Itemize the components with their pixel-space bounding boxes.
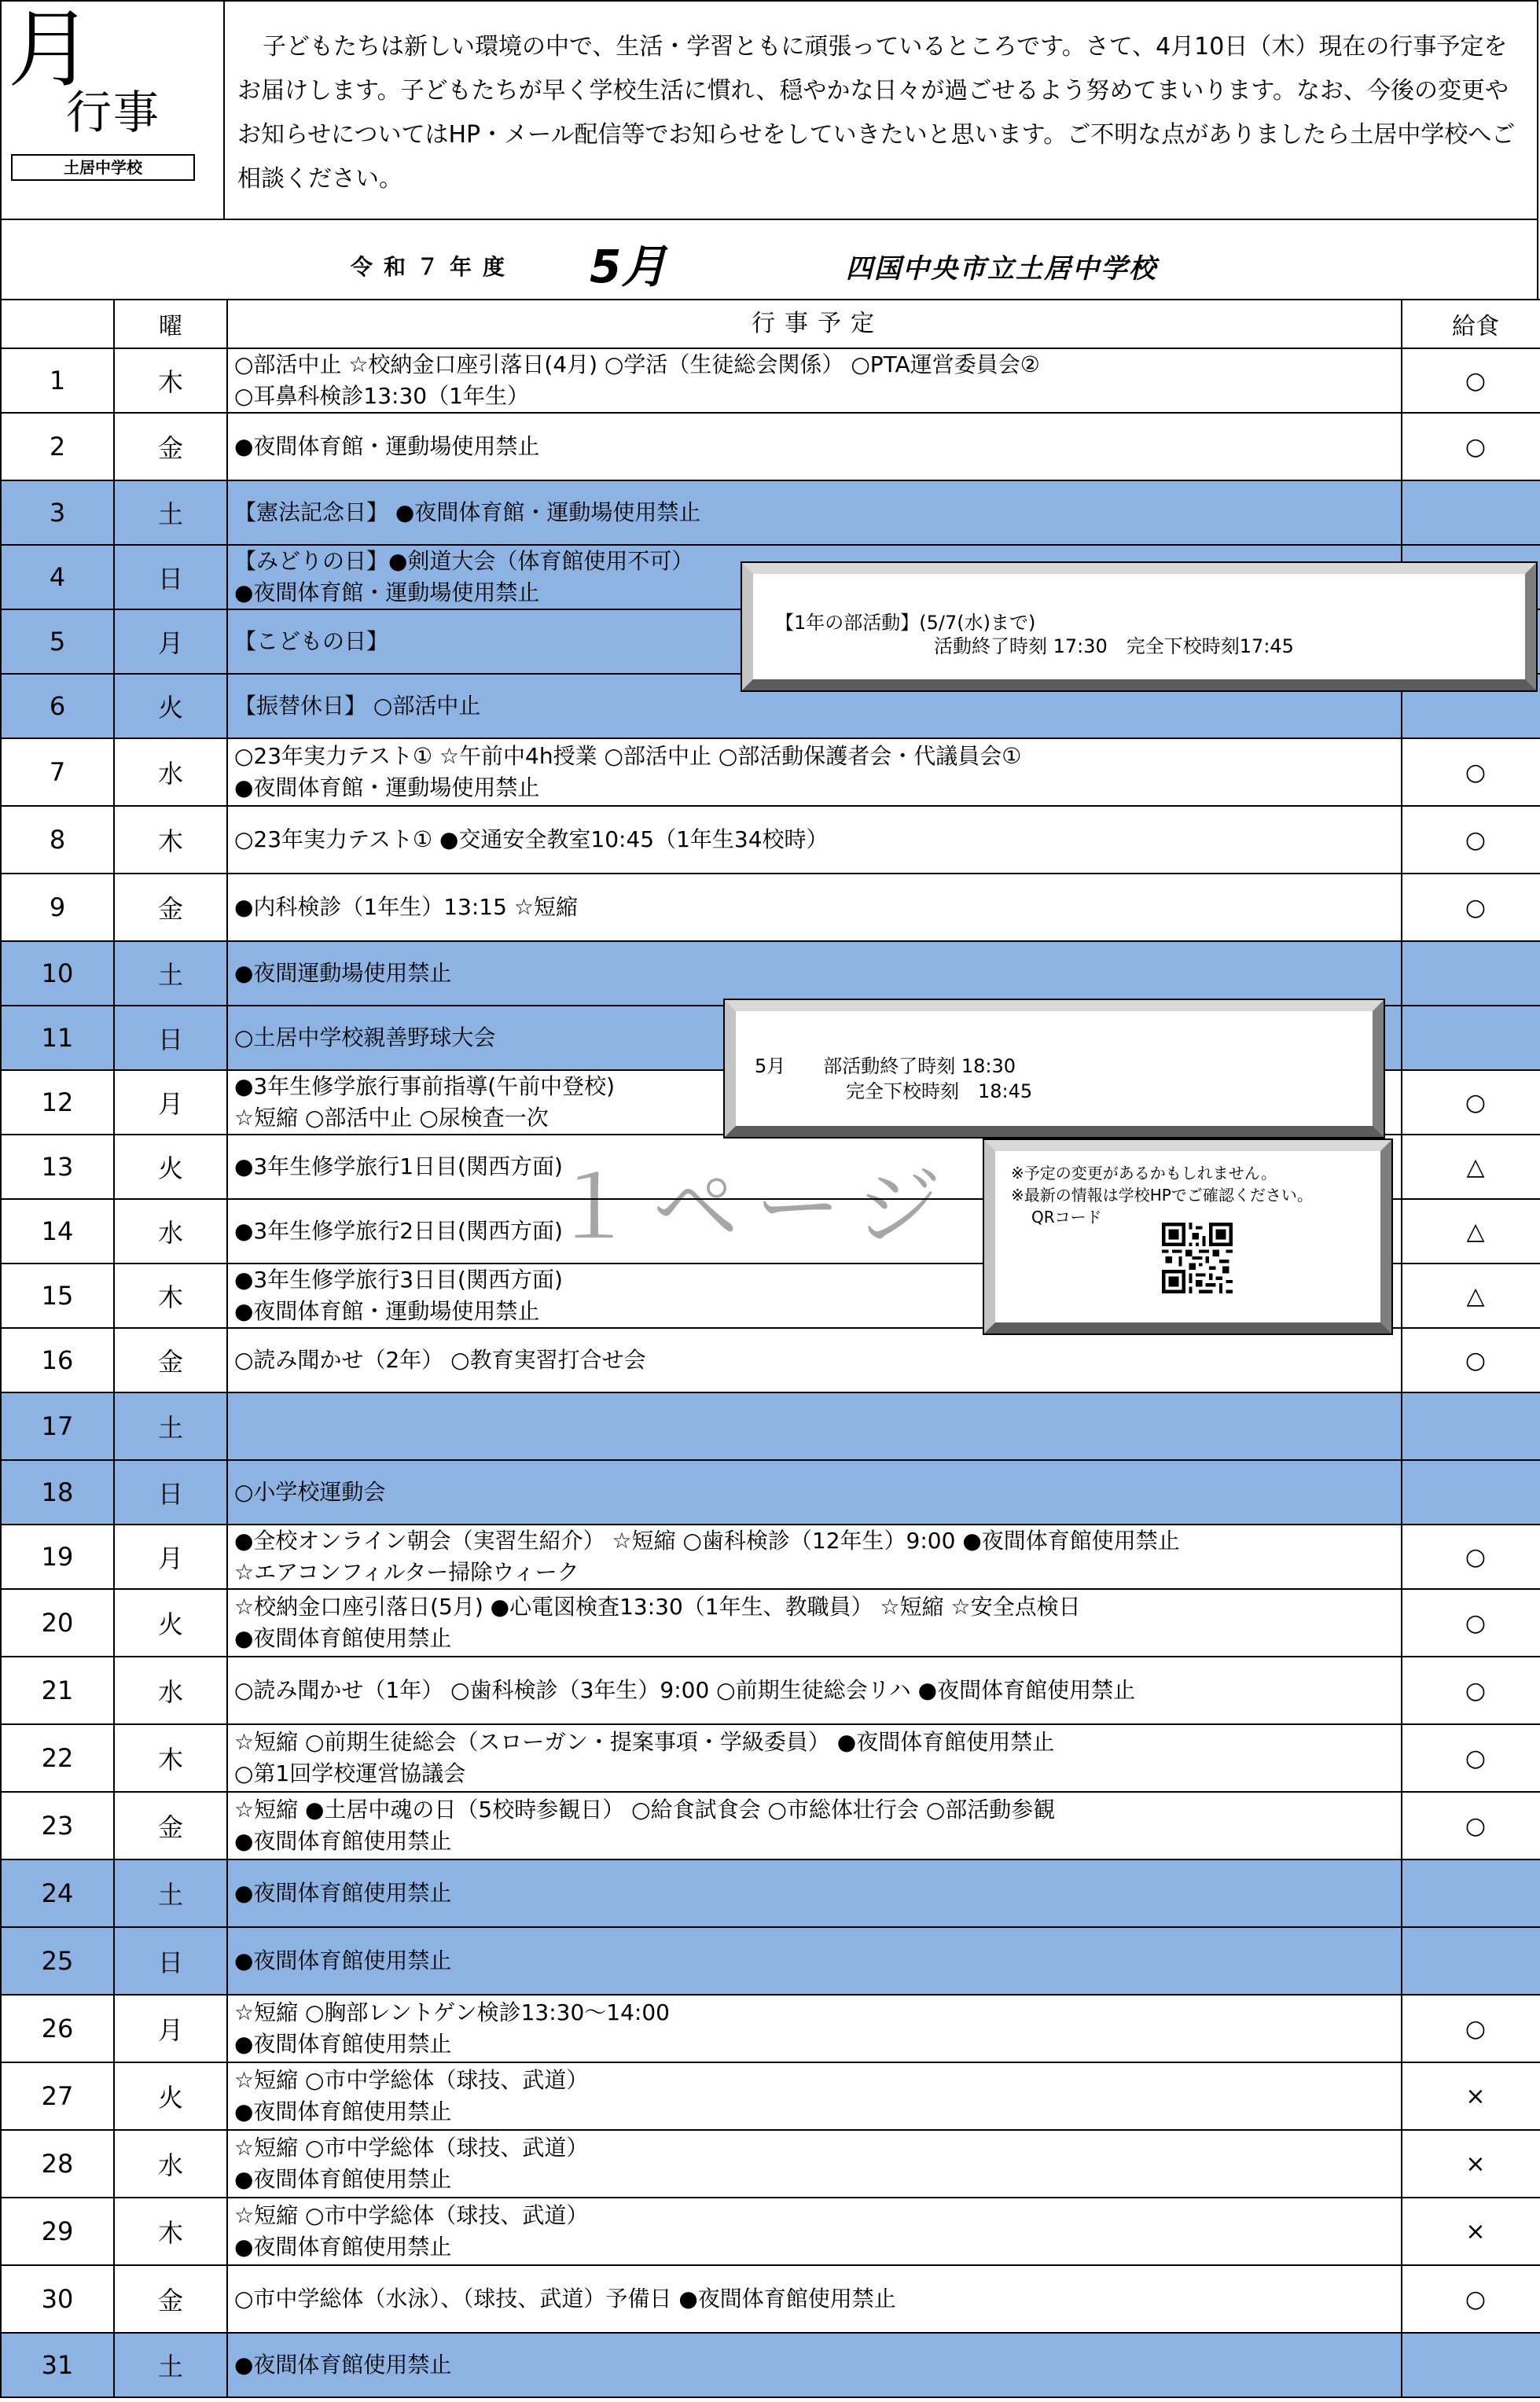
- table-row: [1, 738, 1540, 806]
- first-year-notice-line2: 活動終了時刻 17:30 完全下校時刻17:45: [934, 635, 1294, 657]
- day-cell: 19: [1, 1525, 114, 1589]
- event-line: 【こどもの日】: [234, 628, 389, 654]
- event-line: ●夜間体育館使用禁止: [234, 1880, 452, 1906]
- table-row: [1, 2062, 1540, 2130]
- qr-notice-line2: ※最新の情報は学校HPでご確認ください。: [1011, 1186, 1313, 1205]
- event-line: ☆短縮 ○市中学総体（球技、武道）: [234, 2067, 589, 2093]
- weekday-cell: 金: [114, 413, 227, 480]
- weekday-cell: 水: [114, 1657, 227, 1724]
- day-cell: 8: [1, 806, 114, 874]
- table-row: [1, 874, 1540, 941]
- school-label: 土居中学校: [11, 154, 195, 181]
- events-cell: [227, 941, 1402, 1006]
- event-line: ●夜間体育館使用禁止: [234, 2031, 452, 2057]
- meal-cell: [1402, 1927, 1540, 1995]
- day-cell: 6: [1, 674, 114, 738]
- meal-cell: ○: [1402, 1525, 1540, 1589]
- first-year-notice-line1: 【1年の部活動】(5/7(水)まで): [775, 612, 1036, 634]
- meal-cell: ○: [1402, 1724, 1540, 1792]
- event-line: ○23年実力テスト① ●交通安全教室10:45（1年生34校時）: [234, 826, 829, 852]
- event-line: ☆エアコンフィルター掃除ウィーク: [234, 1559, 579, 1585]
- day-cell: 3: [1, 480, 114, 545]
- meal-cell: ○: [1402, 1657, 1540, 1724]
- weekday-cell: 金: [114, 1328, 227, 1392]
- events-cell: [227, 1657, 1402, 1724]
- event-line: ☆短縮 ●土居中魂の日（5校時参観日） ○給食試食会 ○市総体壮行会 ○部活動参観: [234, 1797, 1056, 1823]
- events-cell: [227, 2265, 1402, 2333]
- meal-cell: ○: [1402, 1589, 1540, 1657]
- event-line: ●3年生修学旅行3日目(関西方面): [234, 1267, 563, 1293]
- header-weekday: 曜: [114, 300, 227, 348]
- table-row: [1, 1460, 1540, 1525]
- table-row: [1, 413, 1540, 480]
- table-row: [1, 348, 1540, 413]
- event-line: 【みどりの日】●剣道大会（体育館使用不可）: [234, 548, 694, 574]
- events-cell: [227, 2333, 1402, 2397]
- weekday-cell: 月: [114, 1070, 227, 1135]
- events-cell: [227, 2198, 1402, 2265]
- event-line: ●夜間体育館使用禁止: [234, 2234, 452, 2260]
- event-line: ○小学校運動会: [234, 1479, 386, 1505]
- weekday-cell: 土: [114, 941, 227, 1006]
- meal-cell: ○: [1402, 1792, 1540, 1859]
- day-cell: 2: [1, 413, 114, 480]
- day-cell: 5: [1, 609, 114, 674]
- weekday-cell: 土: [114, 480, 227, 545]
- day-cell: 9: [1, 874, 114, 941]
- meal-cell: △: [1402, 1135, 1540, 1199]
- table-row: [1, 480, 1540, 545]
- event-line: ●夜間体育館・運動場使用禁止: [234, 774, 540, 800]
- weekday-cell: 火: [114, 1589, 227, 1657]
- event-line: ☆短縮 ○部活中止 ○尿検査一次: [234, 1105, 549, 1131]
- table-row: [1, 1589, 1540, 1657]
- events-cell: [227, 480, 1402, 545]
- day-cell: 24: [1, 1859, 114, 1927]
- table-row: [1, 1927, 1540, 1995]
- weekday-cell: 日: [114, 1006, 227, 1070]
- events-cell: [227, 1392, 1402, 1460]
- intro-text: 子どもたちは新しい環境の中で、生活・学習ともに頑張っているところです。さて、4月10日（木）現在の行事予定をお届けします。子どもたちが早く学校生活に慣れ、穏やかな日々が過ごせるよう努めてまいります。なお、今後の変更やお知らせについてはHP・メール配信等でお知らせをしていきたいと思います。ご不明な点がありましたら土居中学校へご相談ください。: [237, 33, 1516, 193]
- day-cell: 15: [1, 1264, 114, 1328]
- event-line: 【振替休日】 ○部活中止: [234, 693, 481, 719]
- day-cell: 31: [1, 2333, 114, 2397]
- gyouji-title: 行事: [66, 86, 161, 139]
- qr-code-icon[interactable]: [1162, 1219, 1233, 1297]
- event-line: ☆短縮 ○市中学総体（球技、武道）: [234, 2202, 589, 2228]
- events-cell: [227, 738, 1402, 806]
- table-row: [1, 941, 1540, 1006]
- events-cell: [227, 2130, 1402, 2198]
- meal-cell: △: [1402, 1199, 1540, 1264]
- day-cell: 18: [1, 1460, 114, 1525]
- weekday-cell: 木: [114, 348, 227, 413]
- event-line: ☆校納金口座引落日(5月) ●心電図検査13:30（1年生、教職員） ☆短縮 ☆安全点検日: [234, 1594, 1081, 1620]
- event-line: ○23年実力テスト① ☆午前中4h授業 ○部活中止 ○部活動保護者会・代議員会①: [234, 743, 1022, 769]
- may-notice-line1: 5月 部活動終了時刻 18:30: [755, 1055, 1016, 1077]
- weekday-cell: 土: [114, 1859, 227, 1927]
- meal-cell: [1402, 1859, 1540, 1927]
- meal-cell: [1402, 2333, 1540, 2397]
- table-header-row: [1, 300, 1540, 348]
- month-title: 5月: [590, 240, 667, 293]
- event-line: ●全校オンライン朝会（実習生紹介） ☆短縮 ○歯科検診（12年生）9:00 ●夜間体育館使用禁止: [234, 1528, 1180, 1554]
- day-cell: 12: [1, 1070, 114, 1135]
- event-line: ●3年生修学旅行1日目(関西方面): [234, 1153, 563, 1179]
- table-row: [1, 2333, 1540, 2397]
- weekday-cell: 月: [114, 1525, 227, 1589]
- event-line: ●内科検診（1年生）13:15 ☆短縮: [234, 894, 578, 920]
- table-row: [1, 2265, 1540, 2333]
- meal-cell: ×: [1402, 2198, 1540, 2265]
- events-cell: [227, 413, 1402, 480]
- school-name: 四国中央市立土居中学校: [846, 253, 1157, 285]
- day-cell: 13: [1, 1135, 114, 1199]
- meal-cell: [1402, 1392, 1540, 1460]
- weekday-cell: 金: [114, 2265, 227, 2333]
- qr-notice-label: QRコード: [1031, 1208, 1102, 1227]
- day-cell: 26: [1, 1995, 114, 2062]
- table-row: [1, 1328, 1540, 1392]
- day-cell: 10: [1, 941, 114, 1006]
- weekday-cell: 水: [114, 2130, 227, 2198]
- weekday-cell: 日: [114, 1460, 227, 1525]
- event-line: ○市中学総体（水泳）、（球技、武道）予備日 ●夜間体育館使用禁止: [234, 2286, 896, 2312]
- event-line: ○第1回学校運営協議会: [234, 1760, 466, 1786]
- table-row: [1, 806, 1540, 874]
- header-events: 行事予定: [227, 300, 1402, 348]
- weekday-cell: 土: [114, 2333, 227, 2397]
- event-line: ○耳鼻科検診13:30（1年生）: [234, 383, 529, 409]
- meal-cell: ×: [1402, 2130, 1540, 2198]
- meal-cell: [1402, 1460, 1540, 1525]
- weekday-cell: 日: [114, 545, 227, 609]
- table-row: [1, 1792, 1540, 1859]
- meal-cell: △: [1402, 1264, 1540, 1328]
- events-cell: [227, 806, 1402, 874]
- day-cell: 21: [1, 1657, 114, 1724]
- weekday-cell: 水: [114, 738, 227, 806]
- weekday-cell: 火: [114, 1135, 227, 1199]
- weekday-cell: 木: [114, 1264, 227, 1328]
- weekday-cell: 木: [114, 2198, 227, 2265]
- qr-notice-line1: ※予定の変更があるかもしれません。: [1011, 1164, 1277, 1183]
- events-cell: [227, 874, 1402, 941]
- page-watermark: １ページ: [550, 1157, 957, 1258]
- day-cell: 20: [1, 1589, 114, 1657]
- meal-cell: [1402, 480, 1540, 545]
- meal-cell: ○: [1402, 806, 1540, 874]
- event-line: ○部活中止 ☆校納金口座引落日(4月) ○学活（生徒総会関係） ○PTA運営委員会②: [234, 351, 1040, 377]
- event-line: ●夜間体育館使用禁止: [234, 1948, 452, 1973]
- day-cell: 25: [1, 1927, 114, 1995]
- events-cell: [227, 1328, 1402, 1392]
- day-cell: 28: [1, 2130, 114, 2198]
- weekday-cell: 木: [114, 806, 227, 874]
- weekday-cell: 木: [114, 1724, 227, 1792]
- events-cell: [227, 1792, 1402, 1859]
- weekday-cell: 火: [114, 674, 227, 738]
- event-line: ○土居中学校親善野球大会: [234, 1024, 496, 1050]
- header-day: [1, 300, 114, 348]
- weekday-cell: 月: [114, 609, 227, 674]
- events-cell: [227, 1525, 1402, 1589]
- title-bar: [0, 219, 1538, 299]
- header-section: [0, 0, 1538, 219]
- meal-cell: ○: [1402, 874, 1540, 941]
- may-club-notice: [725, 1000, 1384, 1137]
- fiscal-year: 令和７年度: [351, 254, 516, 280]
- meal-cell: ○: [1402, 1328, 1540, 1392]
- event-line: ○読み聞かせ（2年） ○教育実習打合せ会: [234, 1347, 646, 1373]
- event-line: ☆短縮 ○前期生徒総会（スローガン・提案事項・学級委員） ●夜間体育館使用禁止: [234, 1729, 1055, 1755]
- table-row: [1, 1995, 1540, 2062]
- meal-cell: ○: [1402, 2265, 1540, 2333]
- table-row: [1, 2198, 1540, 2265]
- table-row: [1, 2130, 1540, 2198]
- event-line: ●夜間体育館使用禁止: [234, 2166, 452, 2192]
- table-row: [1, 1859, 1540, 1927]
- table-row: [1, 1724, 1540, 1792]
- day-cell: 7: [1, 738, 114, 806]
- weekday-cell: 火: [114, 2062, 227, 2130]
- meal-cell: ○: [1402, 348, 1540, 413]
- meal-cell: ○: [1402, 1995, 1540, 2062]
- may-notice-line2: 完全下校時刻 18:45: [846, 1080, 1033, 1102]
- meal-cell: ○: [1402, 1070, 1540, 1135]
- events-cell: [227, 1460, 1402, 1525]
- meal-cell: [1402, 941, 1540, 1006]
- weekday-cell: 日: [114, 1927, 227, 1995]
- event-line: ●3年生修学旅行事前指導(午前中登校): [234, 1073, 616, 1099]
- day-cell: 4: [1, 545, 114, 609]
- header-meal: 給食: [1402, 300, 1540, 348]
- event-line: ☆短縮 ○胸部レントゲン検診13:30～14:00: [234, 1999, 670, 2025]
- day-cell: 29: [1, 2198, 114, 2265]
- weekday-cell: 金: [114, 1792, 227, 1859]
- event-line: ●夜間運動場使用禁止: [234, 960, 452, 986]
- events-cell: [227, 2062, 1402, 2130]
- day-cell: 1: [1, 348, 114, 413]
- meal-cell: ○: [1402, 413, 1540, 480]
- events-cell: [227, 1995, 1402, 2062]
- event-line: ☆短縮 ○市中学総体（球技、武道）: [234, 2135, 589, 2161]
- day-cell: 14: [1, 1199, 114, 1264]
- table-row: [1, 1392, 1540, 1460]
- event-line: 【憲法記念日】 ●夜間体育館・運動場使用禁止: [234, 499, 701, 525]
- event-line: ●夜間体育館・運動場使用禁止: [234, 433, 540, 459]
- day-cell: 23: [1, 1792, 114, 1859]
- qr-notice: [984, 1140, 1391, 1333]
- event-line: ●夜間体育館使用禁止: [234, 1625, 452, 1651]
- events-cell: [227, 348, 1402, 413]
- weekday-cell: 水: [114, 1199, 227, 1264]
- event-line: ●夜間体育館使用禁止: [234, 2352, 452, 2378]
- weekday-cell: 金: [114, 874, 227, 941]
- event-line: ●3年生修学旅行2日目(関西方面): [234, 1218, 563, 1244]
- events-cell: [227, 1589, 1402, 1657]
- event-line: ○読み聞かせ（1年） ○歯科検診（3年生）9:00 ○前期生徒総会リハ ●夜間体育館使用禁止: [234, 1677, 1136, 1703]
- table-row: [1, 1525, 1540, 1589]
- meal-cell: [1402, 1006, 1540, 1070]
- day-cell: 27: [1, 2062, 114, 2130]
- events-cell: [227, 1927, 1402, 1995]
- day-cell: 16: [1, 1328, 114, 1392]
- event-line: ●夜間体育館・運動場使用禁止: [234, 579, 540, 605]
- day-cell: 17: [1, 1392, 114, 1460]
- event-line: ●夜間体育館・運動場使用禁止: [234, 1298, 540, 1324]
- day-cell: 30: [1, 2265, 114, 2333]
- weekday-cell: 月: [114, 1995, 227, 2062]
- day-cell: 11: [1, 1006, 114, 1070]
- first-year-club-notice: [742, 563, 1536, 690]
- header-logo-area: [2, 2, 225, 220]
- events-cell: [227, 1859, 1402, 1927]
- meal-cell: ○: [1402, 738, 1540, 806]
- weekday-cell: 土: [114, 1392, 227, 1460]
- day-cell: 22: [1, 1724, 114, 1792]
- event-line: ●夜間体育館使用禁止: [234, 2099, 452, 2124]
- events-cell: [227, 1724, 1402, 1792]
- meal-cell: ×: [1402, 2062, 1540, 2130]
- event-line: ●夜間体育館使用禁止: [234, 1828, 452, 1854]
- month-glyph: 月: [8, 1, 94, 99]
- table-row: [1, 1657, 1540, 1724]
